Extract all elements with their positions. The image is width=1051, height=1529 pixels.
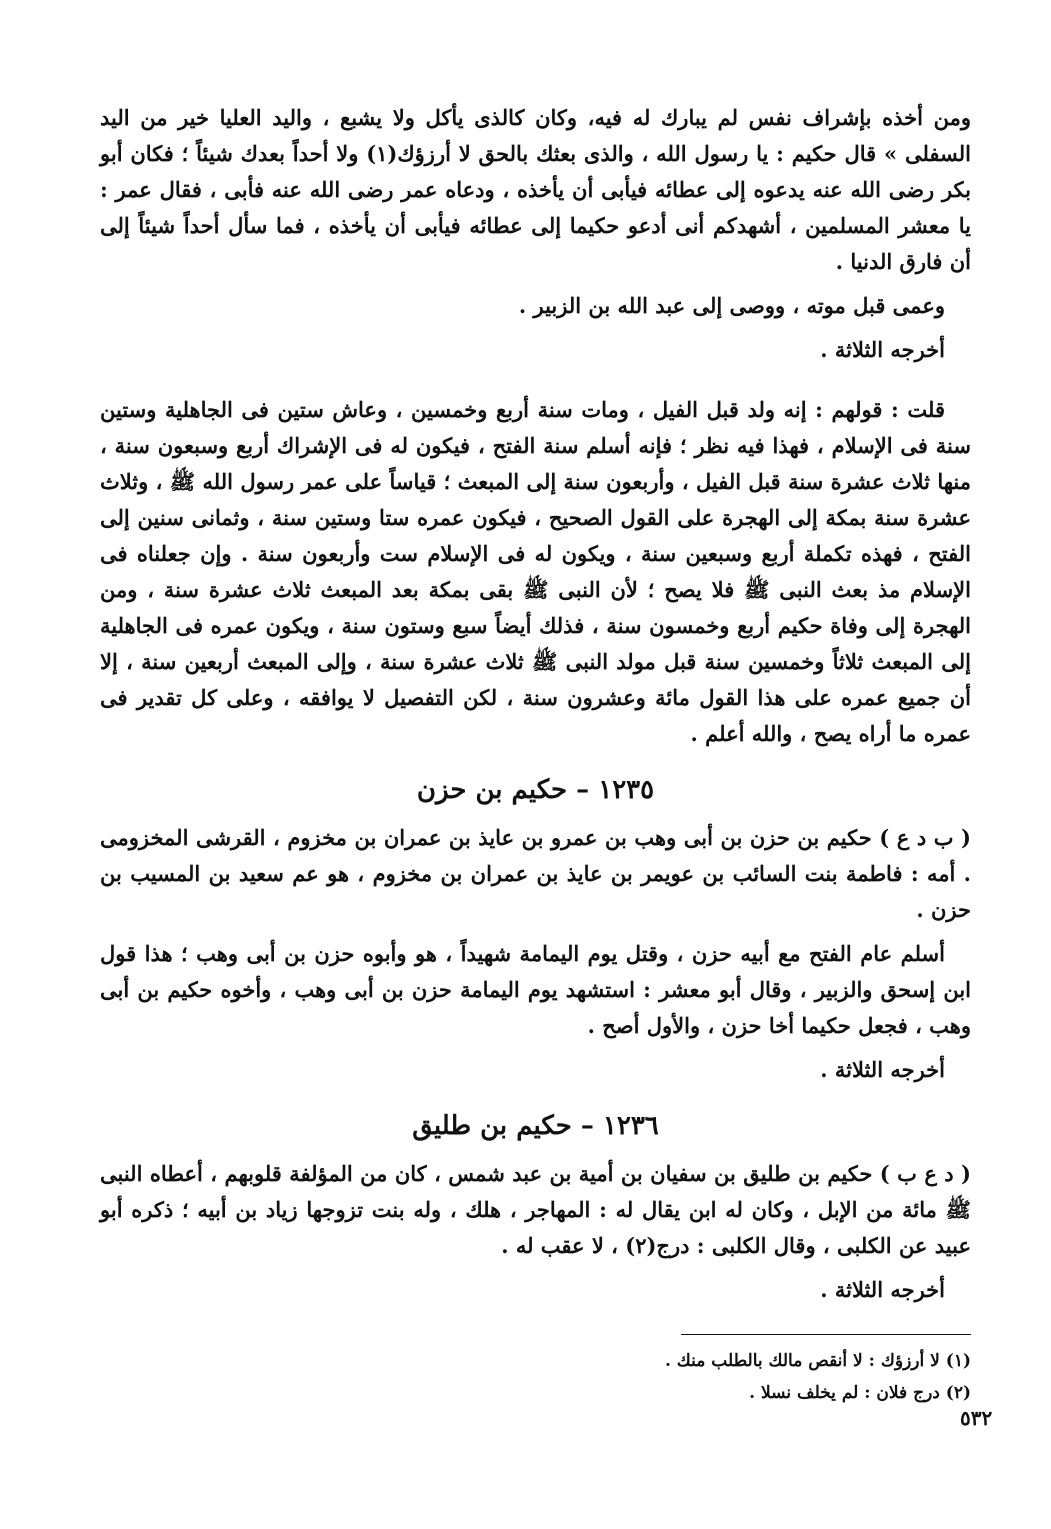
entry-title-1235: ١٢٣٥ – حكيم بن حزن [416,775,655,805]
entry-1235-attribution: أخرجه الثلاثة . [820,1057,945,1082]
entry-1235-paragraph-1: ( ب د ع ) حكيم بن حزن بن أبى وهب بن عمرو بن عايذ بن عمران بن مخزوم ، القرشى المخزومى . أمه : فاطمة بنت السائب بن عويمر بن عايذ بن عمران بن مخزوم ، هو عم سعيد بن المسيب بن حزن . [100,825,971,922]
page-number: ٥٣٢ [960,1406,993,1430]
footnote-1: (١) لا أرزؤك : لا أنقص مالك بالطلب منك . [664,1351,971,1371]
spacer [100,376,971,392]
body-paragraph-1: ومن أخذه بإشراف نفس لم يبارك له فيه، وكان كالذى يأكل ولا يشبع ، واليد العليا خير من اليد السفلى » قال حكيم : يا رسول الله ، والذى بعثك بالحق لا أرزؤك(١) ولا أحداً بعدك شيئاً ؛ فكان أبو بكر رضى الله عنه يدعوه إلى عطائه فيأبى أن يأخذه ، ودعاه عمر رضى الله عنه فأبى ، فقال عمر : يا معشر المسلمين ، أشهدكم أنى أدعو حكيما إلى عطائه فيأبى أن يأخذه ، فما سأل أحداً شيئاً إلى أن فارق الدنيا . [100,105,971,274]
body-paragraph-2: وعمى قبل موته ، ووصى إلى عبد الله بن الزبير . [518,293,945,318]
footnote-2: (٢) درج فلان : لم يخلف نسلا . [749,1383,971,1403]
footnote-divider [681,1334,971,1335]
attribution-line: أخرجه الثلاثة . [820,337,945,362]
entry-1235-paragraph-2: أسلم عام الفتح مع أبيه حزن ، وقتل يوم اليمامة شهيداً ، هو وأبوه حزن بن أبى وهب ؛ هذا قول ابن إسحق والزبير ، وقال أبو معشر : استشهد يوم اليمامة حزن بن أبى وهب ، وأخوه حكيم بن أبى وهب ، فجعل حكيما أخا حزن ، والأول أصح . [100,941,971,1038]
entry-1236-attribution: أخرجه الثلاثة . [820,1277,945,1302]
commentary-paragraph: قلت : قولهم : إنه ولد قبل الفيل ، ومات سنة أربع وخمسين ، وعاش ستين فى الجاهلية وستين سنة فى الإسلام ، فهذا فيه نظر ؛ فإنه أسلم سنة الفتح ، فيكون له فى الإشراك أربع وسبعون سنة ، منها ثلاث عشرة سنة قبل الفيل ، وأربعون سنة إلى المبعث ؛ قياساً على عمر رسول الله ﷺ ، وثلاث عشرة سنة بمكة إلى الهجرة على القول الصحيح ، فيكون عمره ستا وستين سنة ، وثمانى سنين إلى الفتح ، فهذه تكملة أربع وسبعين سنة ، ويكون له فى الإسلام ست وأربعون سنة . وإن جعلناه فى الإسلام مذ بعث النبى ﷺ فلا يصح ؛ لأن النبى ﷺ بقى بمكة بعد المبعث ثلاث عشرة سنة ، ومن الهجرة إلى وفاة حكيم أربع وخمسون سنة ، فذلك أيضاً سبع وستون سنة ، ويكون عمره فى الجاهلية إلى المبعث ثلاثاً وخمسين سنة قبل مولد النبى ﷺ ثلاث عشرة سنة ، وإلى المبعث أربعين سنة ، إلا أن جميع عمره على هذا القول مائة وعشرون سنة ، لكن التفصيل لا يوافقه ، وعلى كل تقدير فى عمره ما أراه يصح ، والله أعلم . [100,397,971,746]
entry-title-1236: ١٢٣٦ – حكيم بن طليق [412,1111,659,1141]
entry-1236-paragraph-1: ( د ع ب ) حكيم بن طليق بن سفيان بن أمية بن عبد شمس ، كان من المؤلفة قلوبهم ، أعطاه النبى ﷺ مائة من الإبل ، وكان له ابن يقال له : المهاجر ، هلك ، وله بنت تزوجها زياد بن أبيه ؛ ذكره أبو عبيد عن الكلبى ، وقال الكلبى : درج(٢) ، لا عقب له . [100,1161,971,1258]
